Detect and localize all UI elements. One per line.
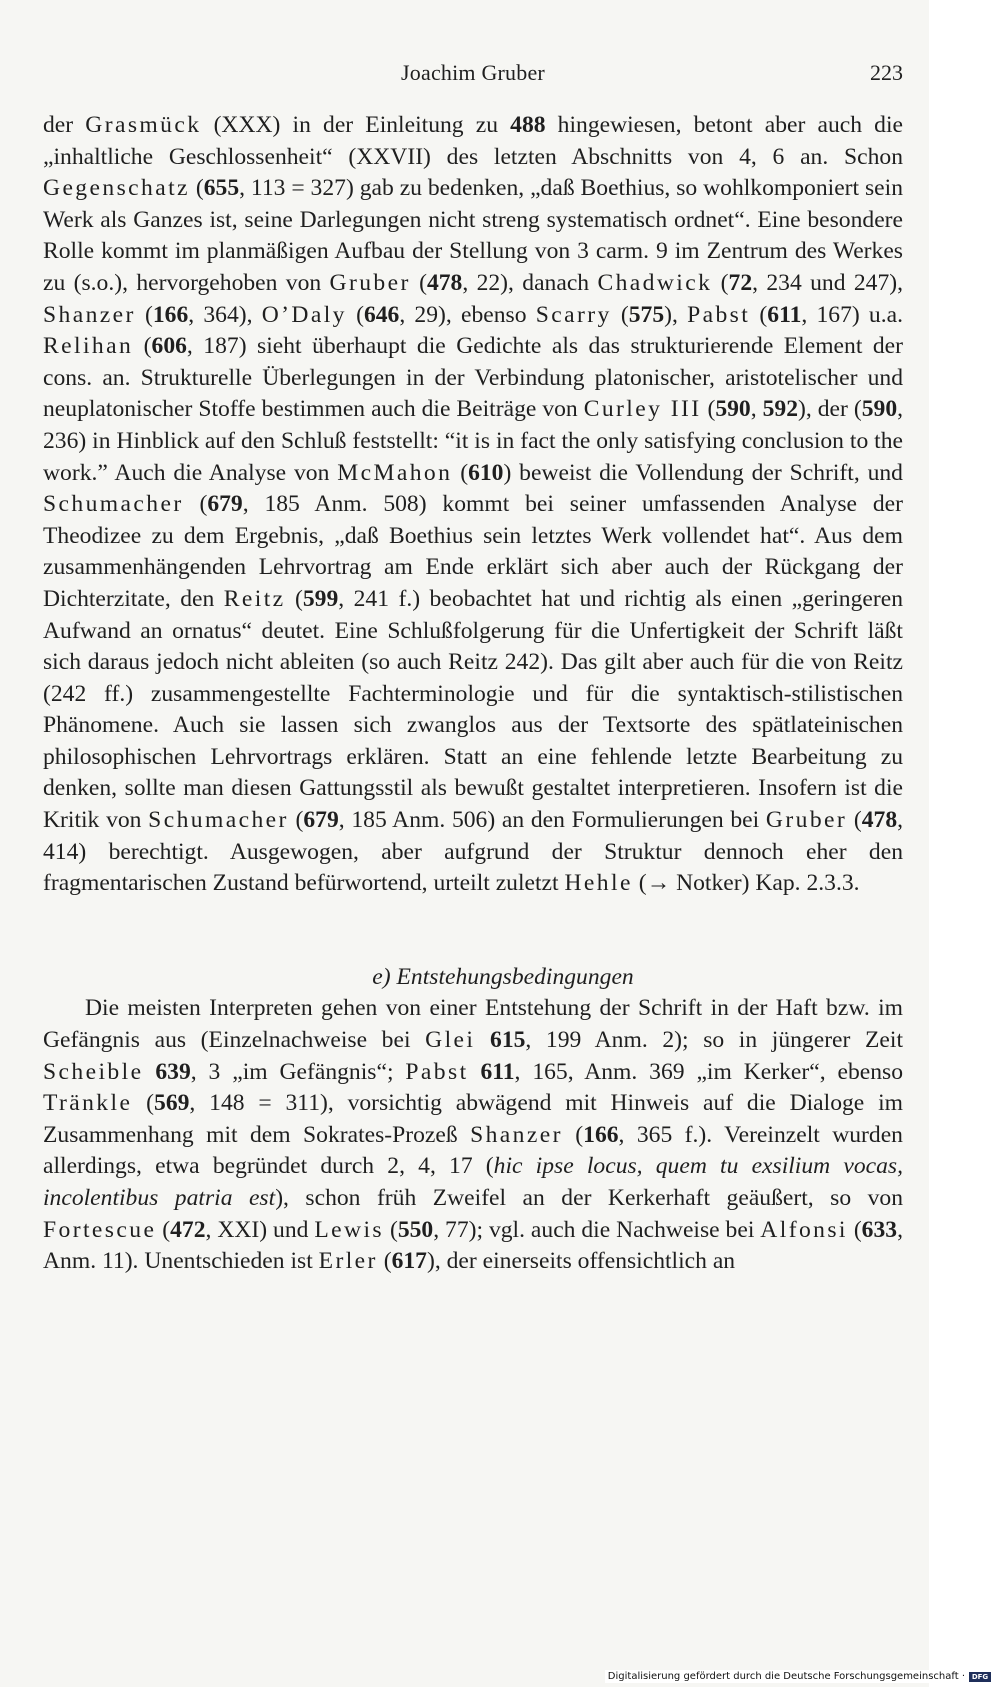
text-run: , Anm. 11). Unentschieden ist [43,1216,903,1275]
text-run: , 148 = 311), vorsichtig abwägend mit Hinweis auf die Dialoge im Zusammenhang mit dem Sokrates-Prozeß [43,1090,903,1148]
text-run: , 365 f.). Vereinzelt wurden allerdings, etwa begründet durch 2, 4, 17 ( [43,1121,903,1180]
citation-number: 590 [715,396,751,423]
citation-number: 679 [207,491,243,518]
text-run: , 414) berechtigt. Ausgewogen, aber aufgrund der Struktur dennoch eher den fragmentarischen Zustand befürwortend, urteilt zuletzt [43,807,904,897]
text-run: , [750,396,763,423]
author-name: Chadwick [597,269,713,296]
text-run: (XXX) in der Einleitung zu [201,112,511,138]
text-run: , 187) sieht überhaupt die Gedichte als das strukturierende Element der cons. an. Strukturelle Überlegungen in der Verbindung platonischer, aristotelischer und neuplatonischer Stoffe bestimmen auch die Beiträge von [43,333,903,423]
running-head-author: Joachim Gruber [401,60,545,85]
text-run [469,1059,481,1085]
citation-number: 679 [303,807,339,834]
text-run: ), der einerseits offensichtlich an [426,1248,736,1275]
digitization-footer [605,1670,994,1683]
author-name: Scheible [43,1058,144,1085]
text-run: der [43,112,86,138]
author-name: Hehle [564,870,633,897]
text-run: ( [133,333,152,360]
citation-number: 488 [510,112,546,138]
author-name: Shanzer [470,1121,563,1148]
author-name: Alfonsi [760,1216,848,1243]
author-name: Curley III [583,396,702,423]
text-run: , 113 = 327) gab zu bedenken, „daß Boethius, so wohlkomponiert sein Werk als Ganzes ist, seine Darlegungen nicht streng systematisch ordnet“. Eine besondere Rolle kommt im planmäßigen Aufbau der Stellung von 3 carm. 9 im Zentrum des Werkes zu (s.o.), hervorgehoben von [43,175,903,296]
author-name: Grasmück [85,112,202,138]
dfg-logo: DFG [969,1672,991,1682]
citation-number: 610 [468,459,504,486]
text-run: (→ Notker) Kap. 2.3.3. [632,870,860,897]
author-name: Fortescue [43,1216,157,1243]
text-run: ( [135,301,153,328]
author-name: Gruber [765,807,848,834]
citation-number: 617 [391,1248,427,1275]
text-run: , XXI) und [205,1216,315,1243]
citation-number: 72 [728,269,753,296]
text-run: ( [189,175,204,202]
page-number: 223 [870,60,903,85]
citation-number: 611 [767,301,802,328]
text-run: , 236) in Hinblick auf den Schluß feststellt: “it is in fact the only satisfying conclusion to the work.” Auch die Analyse von [43,396,904,486]
text-run: , 167) u.a. [801,301,903,328]
text-run: ( [288,807,304,834]
author-name: Gegenschatz [43,175,190,202]
author-name: Gruber [329,269,411,296]
citation-number: 633 [861,1216,898,1243]
citation-number: 478 [426,269,463,296]
author-name: Shanzer [43,301,136,328]
author-name: Schumacher [148,807,289,834]
author-name: McMahon [337,459,453,486]
text-run: , 3 „im Gefängnis“; [190,1058,406,1085]
author-name: Scarry [535,301,612,328]
text-run: ( [346,301,364,328]
author-name: Erler [318,1248,378,1275]
citation-number: 550 [397,1216,434,1243]
citation-number: 606 [151,333,187,360]
author-name: Pabst [687,301,751,328]
text-run: ( [285,585,303,612]
citation-number: 166 [583,1121,619,1148]
text-run: , 185 Anm. 508) kommt bei seiner umfassenden Analyse der Theodizee zu dem Ergebnis, „daß Boethius sein letztes Werk vollendet hat“. Aus dem zusammenhängenden Lehrvortrag am Ende erklärt sich aber auch der Rückgang der Dichterzitate, den [43,491,903,612]
text-run: ( [750,301,768,328]
author-name: Relihan [43,333,134,360]
text-run: ( [410,269,427,296]
text-run: , 165, Anm. 369 „im Kerker“, ebenso [514,1058,904,1085]
citation-number: 575 [628,301,665,328]
citation-number: 655 [203,175,240,202]
text-run: , 364), [188,301,262,328]
text-run: , 234 und 247), [752,269,903,296]
paragraph-1 [43,110,903,900]
text-run: , 185 Anm. 506) an den Formulierungen bei [338,807,766,834]
text-run: hingewiesen, betont aber auch die „inhaltliche Geschlossenheit“ (XXVII) des letzten Abschnitts von 4, 6 an. Schon [43,112,903,170]
text-run: ( [452,459,469,486]
citation-number: 599 [302,585,339,612]
text-run: ), der ( [798,396,862,423]
author-name: Reitz [223,585,286,612]
text-run: ( [183,491,208,518]
text-run: ( [847,807,862,834]
text-run: ( [377,1248,392,1275]
text-run: , 22), danach [462,269,598,296]
text-run: , 241 f.) beobachtet hat und richtig als einen „geringeren Aufwand an ornatus“ deutet. Eine Schlußfolgerung für die Unfertigkeit der Schrift läßt sich daraus jedoch nicht ableiten (so auch Reitz 242). Das gilt aber auch für die von Reitz (242 ff.) zusammengestellte Fachterminologie und für die syntaktisch-stilistischen Phänomene. Auch sie lassen sich zwanglos aus der Textsorte des spätlateinischen philosophischen Lehrvortrags erklären. Statt an eine fehlende letzte Bearbeitung zu denken, sollte man diesen Gattungsstil als bewußt gestaltet interpretieren. Insofern ist die Kritik von [43,585,903,834]
citation-number: 646 [363,301,400,328]
text-run: ( [156,1216,171,1243]
footer-credit: Digitalisierung gefördert durch die Deutsche Forschungsgemeinschaft · [607,1671,965,1682]
running-head [43,60,903,90]
text-run: ( [611,301,629,328]
citation-number: 166 [152,301,189,328]
text-run: , 29), ebenso [399,301,536,328]
page-margin [929,0,1000,1687]
text-run: , 77); vgl. auch die Nachweise bei [433,1216,761,1243]
text-run: ( [132,1090,155,1117]
author-name: O’Daly [261,301,347,328]
text-run: ( [701,396,716,423]
citation-number: 611 [480,1058,515,1085]
text-run: , 199 Anm. 2); so in jüngerer Zeit [525,1027,904,1054]
section-heading: e) Entstehungsbedingungen [372,963,634,990]
text-run: ( [847,1216,862,1243]
text-run: ( [562,1121,584,1148]
text-run: ( [712,269,729,296]
author-name: Schumacher [43,491,184,518]
author-name: Pabst [405,1058,469,1085]
citation-number: 472 [170,1216,206,1243]
citation-number: 569 [154,1090,190,1117]
body-text [43,110,903,1278]
citation-number: 478 [861,807,898,834]
citation-number: 639 [155,1058,191,1085]
citation-number: 592 [762,396,798,423]
text-run: ( [384,1216,398,1243]
author-name: Lewis [314,1216,385,1243]
author-name: Glei [425,1027,476,1054]
text-run: ), schon früh Zweifel an der Kerkerhaft geäußert, so von [275,1185,903,1211]
paragraph-2 [43,993,903,1277]
text-run [143,1059,155,1085]
text-run: Die meisten Interpreten gehen von einer Entstehung der Schrift in der Haft bzw. im Gefängnis aus (Einzelnachweise bei [43,995,903,1054]
citation-number: 615 [490,1027,526,1054]
latin-quote: hic ipse locus, quem tu exsilium vocas, incolentibus patria est [43,1153,904,1211]
text-run: ), [664,301,688,328]
text-run: ) beweist die Vollendung der Schrift, und [503,459,903,486]
author-name: Tränkle [43,1090,133,1117]
text-run [475,1027,490,1053]
citation-number: 590 [861,396,898,423]
